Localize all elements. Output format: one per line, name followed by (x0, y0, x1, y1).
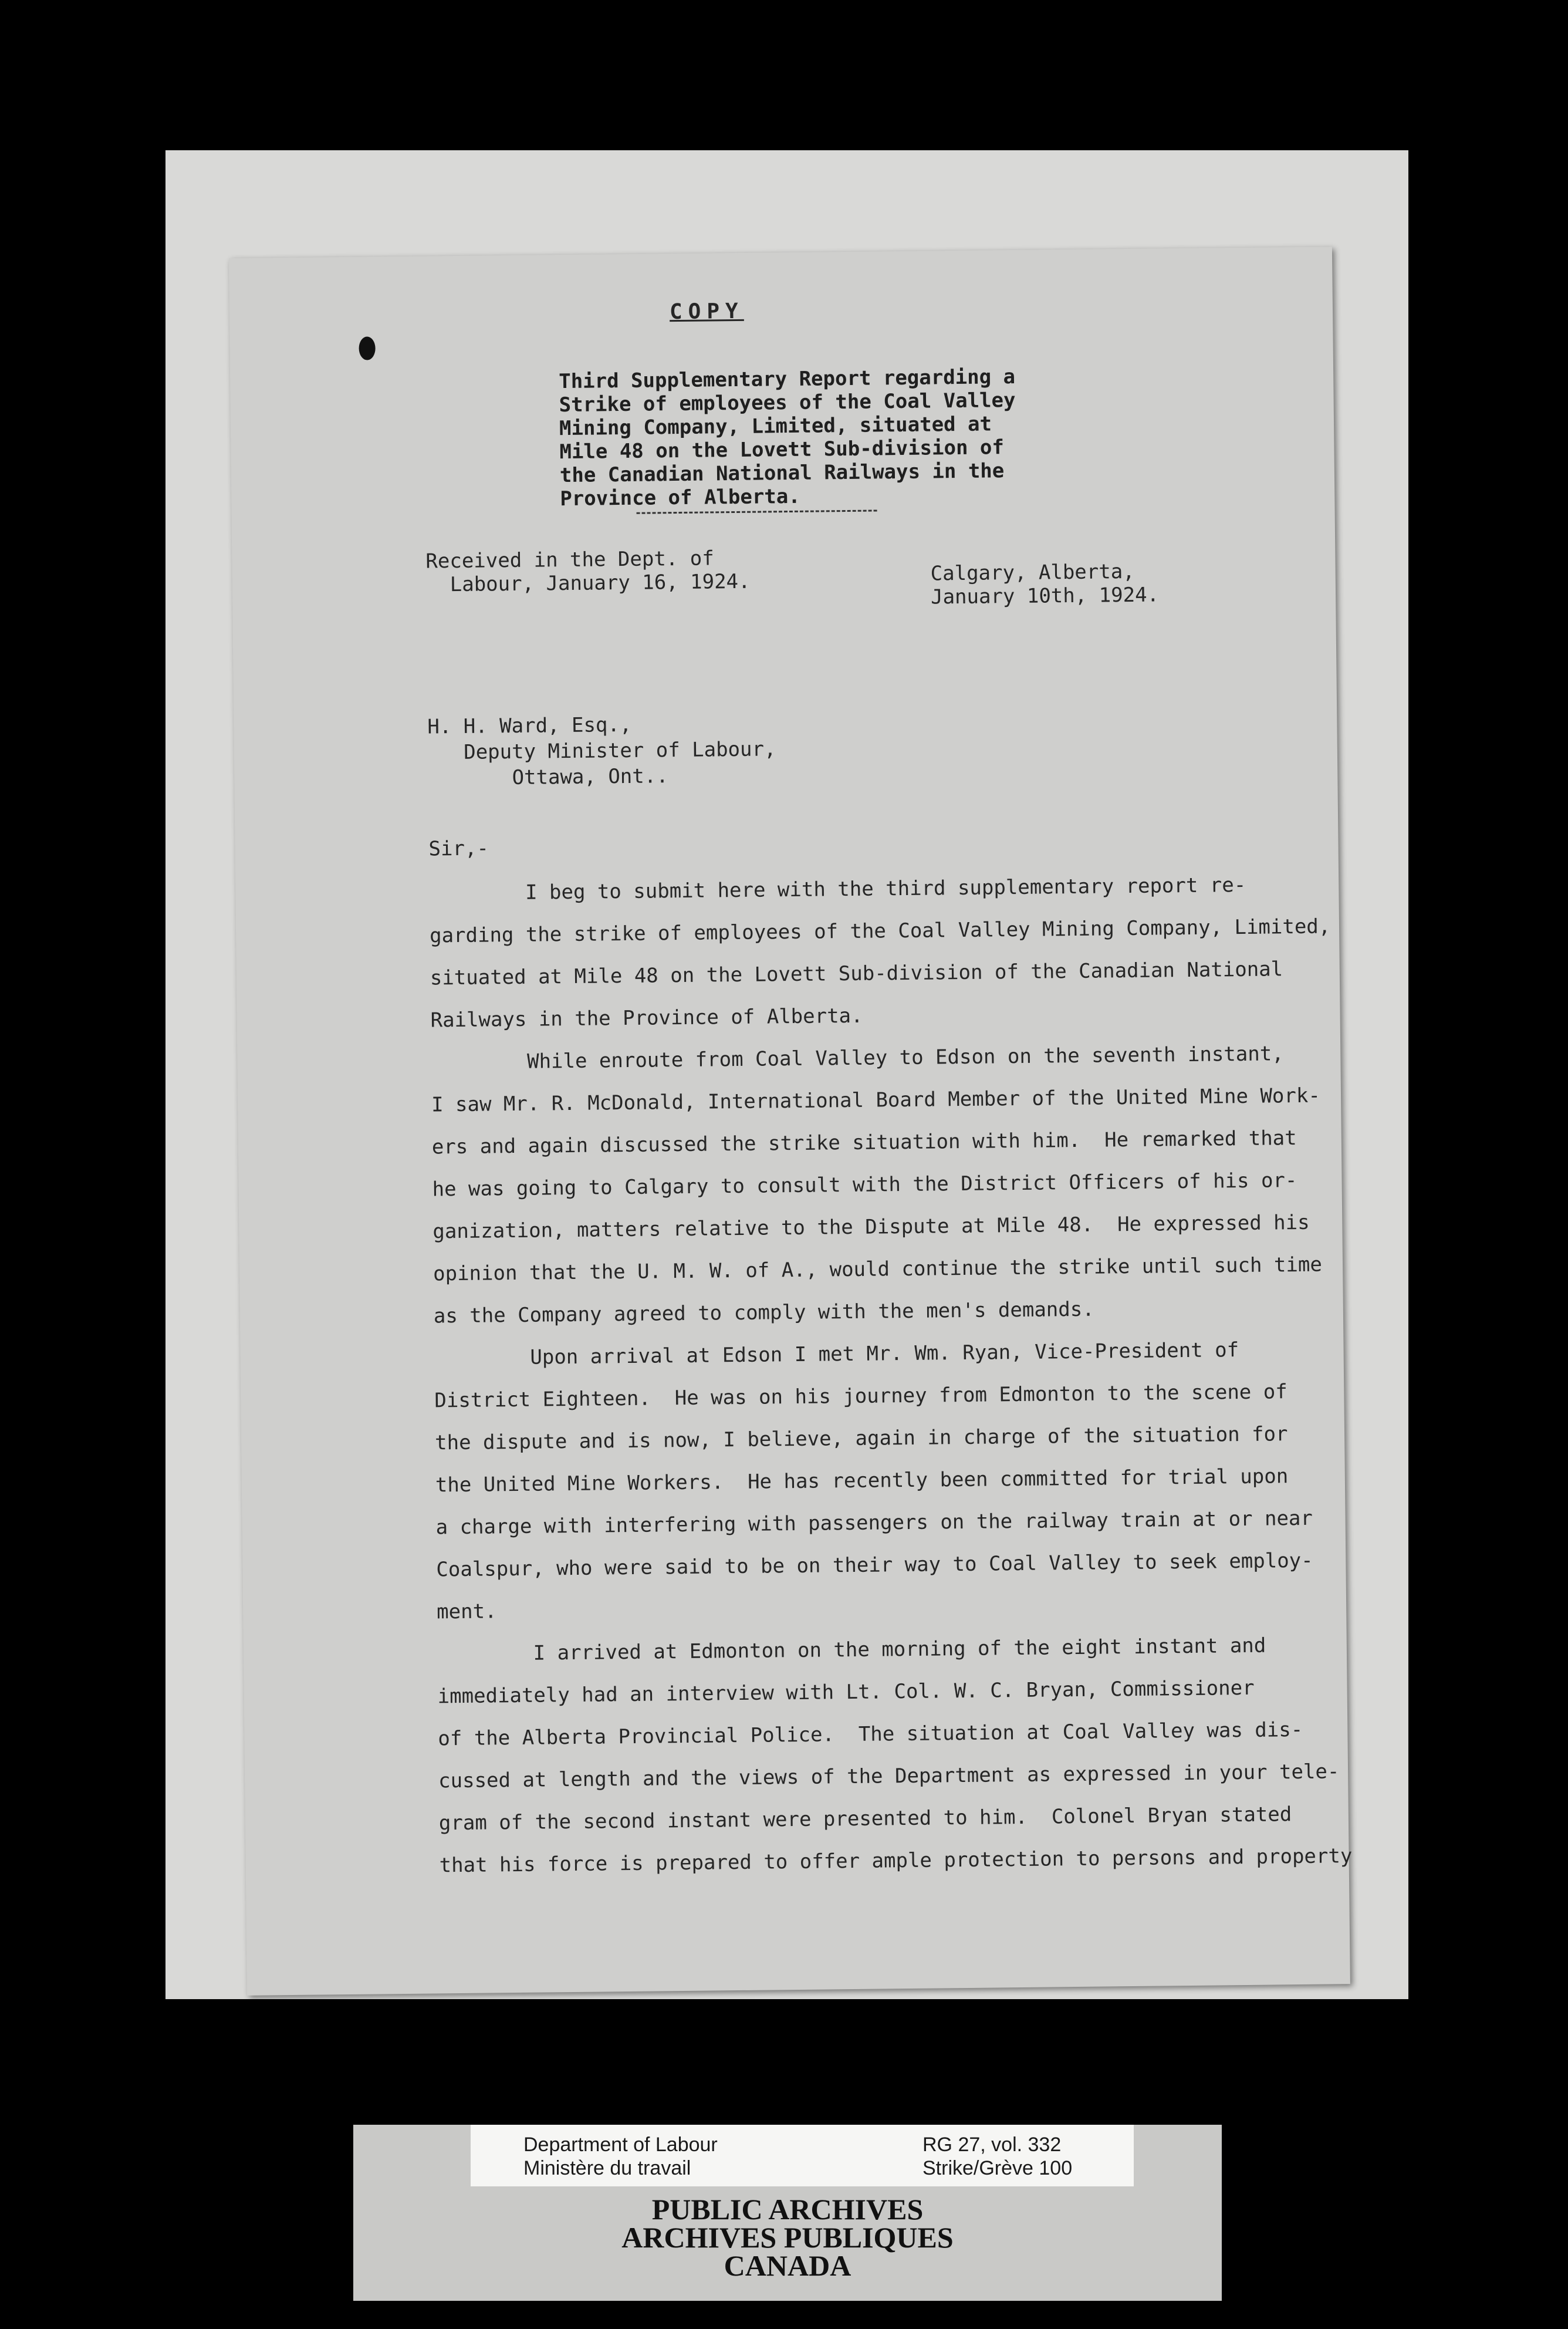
punch-hole (359, 336, 375, 360)
received-stamp-line: Received in the Dept. of Labour, January 16, 1924. (425, 546, 751, 597)
report-subtitle: Third Supplementary Report regarding a Strike of employees of the Coal Valley Mining Company, Limited, situated at Mile 48 on the Lovett Sub-division of the Canadian National Railways in the Province of Alberta. (559, 364, 1016, 511)
record-group-label: RG 27, vol. 332 Strike/Grève 100 (922, 2134, 1073, 2179)
department-label: Department of Labour Ministère du travail (523, 2134, 718, 2179)
archive-label-card (353, 2125, 1222, 2301)
copy-heading: COPY (669, 299, 744, 325)
salutation: Sir,- (428, 836, 489, 861)
public-archives-stamp: PUBLIC ARCHIVES ARCHIVES PUBLIQUES CANADA (621, 2193, 954, 2282)
letter-body: I beg to submit here with the third supplementary report re- garding the strike of employees of the Coal Valley Mining Company, Limited, situated at Mile 48 on the Lovett Sub-division of the Canadian National Railways in the Province of Alberta. While enroute from Coal Valley to Edson on the seventh instant, I saw Mr. R. McDonald, International Board Member of the United Mine Work- ers and again discussed the strike situation with him. He remarked that he was going to Calgary to consult with the District Officers of his or- ganization, matters relative to the Dispute at Mile 48. He expressed his opinion that the U. M. W. of A., would continue the strike until such time as the Company agreed to comply with the men's demands. Upon arrival at Edson I met Mr. Wm. Ryan, Vice-President of District Eighteen. He was on his journey from Edmonton to the scene of the dispute and is now, I believe, again in charge of the situation for the United Mine Workers. He has recently been committed for trial upon a charge with interfering with passengers on the railway train at or near Coalspur, who were said to be on their way to Coal Valley to seek employ- ment. I arrived at Edmonton on the morning of the eight instant and immediately had an interview with Lt. Col. W. C. Bryan, Commissioner of the Alberta Provincial Police. The situation at Coal Valley was dis- cussed at length and the views of the Department as expressed in your tele- gram of the second instant were presented to him. Colonel Bryan stated that his force is prepared to offer ample protection to persons and property (429, 873, 1353, 1878)
letter-page (229, 247, 1353, 1996)
addressee-block: H. H. Ward, Esq., Deputy Minister of Labour, Ottawa, Ont.. (427, 713, 776, 791)
subtitle-rule (637, 509, 877, 514)
archive-label (471, 2125, 1134, 2186)
place-date-line: Calgary, Alberta, January 10th, 1924. (930, 559, 1160, 609)
